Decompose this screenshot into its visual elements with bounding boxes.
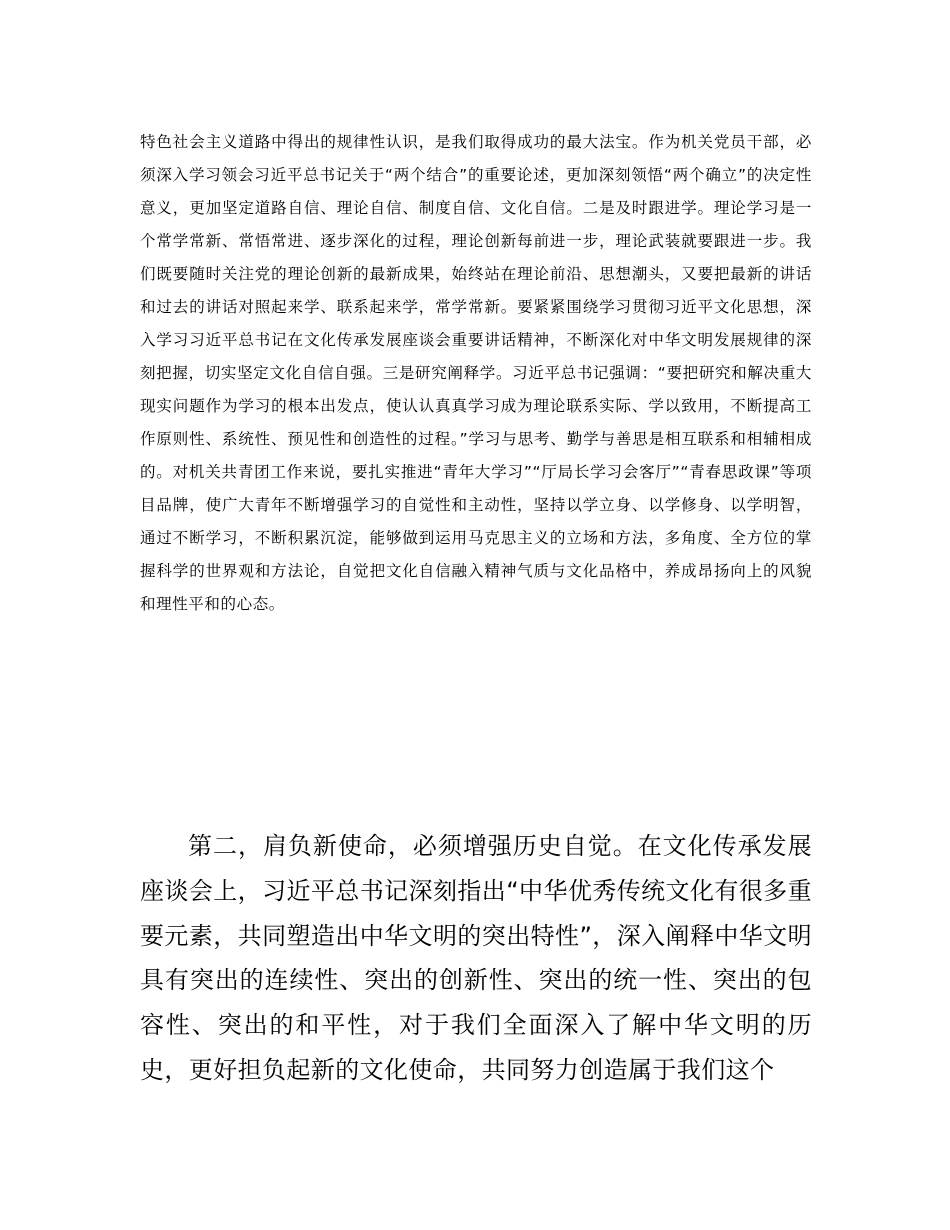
- body-paragraph-2: 第二，肩负新使命，必须增强历史自觉。在文化传承发展座谈会上，习近平总书记深刻指出“中华优秀传统文化有很多重要元素，共同塑造出中华文明的突出特性”，深入阐释中华文明具有突出的连续性、突出的创新性、突出的统一性、突出的包容性、突出的和平性，对于我们全面深入了解中华文明的历史，更好担负起新的文化使命，共同努力创造属于我们这个: [140, 832, 812, 1084]
- body-paragraph-1: 特色社会主义道路中得出的规律性认识，是我们取得成功的最大法宝。作为机关党员干部，必须深入学习领会习近平总书记关于“两个结合”的重要论述，更加深刻领悟“两个确立”的决定性意义，更加坚定道路自信、理论自信、制度自信、文化自信。二是及时跟进学。理论学习是一个常学常新、常悟常进、逐步深化的过程，理论创新每前进一步，理论武装就要跟进一步。我们既要随时关注党的理论创新的最新成果，始终站在理论前沿、思想潮头，又要把最新的讲话和过去的讲话对照起来学、联系起来学，常学常新。要紧紧围绕学习贯彻习近平文化思想，深入学习习近平总书记在文化传承发展座谈会重要讲话精神，不断深化对中华文明发展规律的深刻把握，切实坚定文化自信自强。三是研究阐释学。习近平总书记强调：“要把研究和解决重大现实问题作为学习的根本出发点，使认认真真学习成为理论联系实际、学以致用，不断提高工作原则性、系统性、预见性和创造性的过程。”学习与思考、勤学与善思是相互联系和相辅相成的。对机关共青团工作来说，要扎实推进“青年大学习”“厅局长学习会客厅”“青春思政课”等项目品牌，使广大青年不断增强学习的自觉性和主动性，坚持以学立身、以学修身、以学明智，通过不断学习，不断积累沉淀，能够做到运用马克思主义的立场和方法，多角度、全方位的掌握科学的世界观和方法论，自觉把文化自信融入精神气质与文化品格中，养成昂扬向上的风貌和理性平和的心态。: [140, 133, 812, 613]
